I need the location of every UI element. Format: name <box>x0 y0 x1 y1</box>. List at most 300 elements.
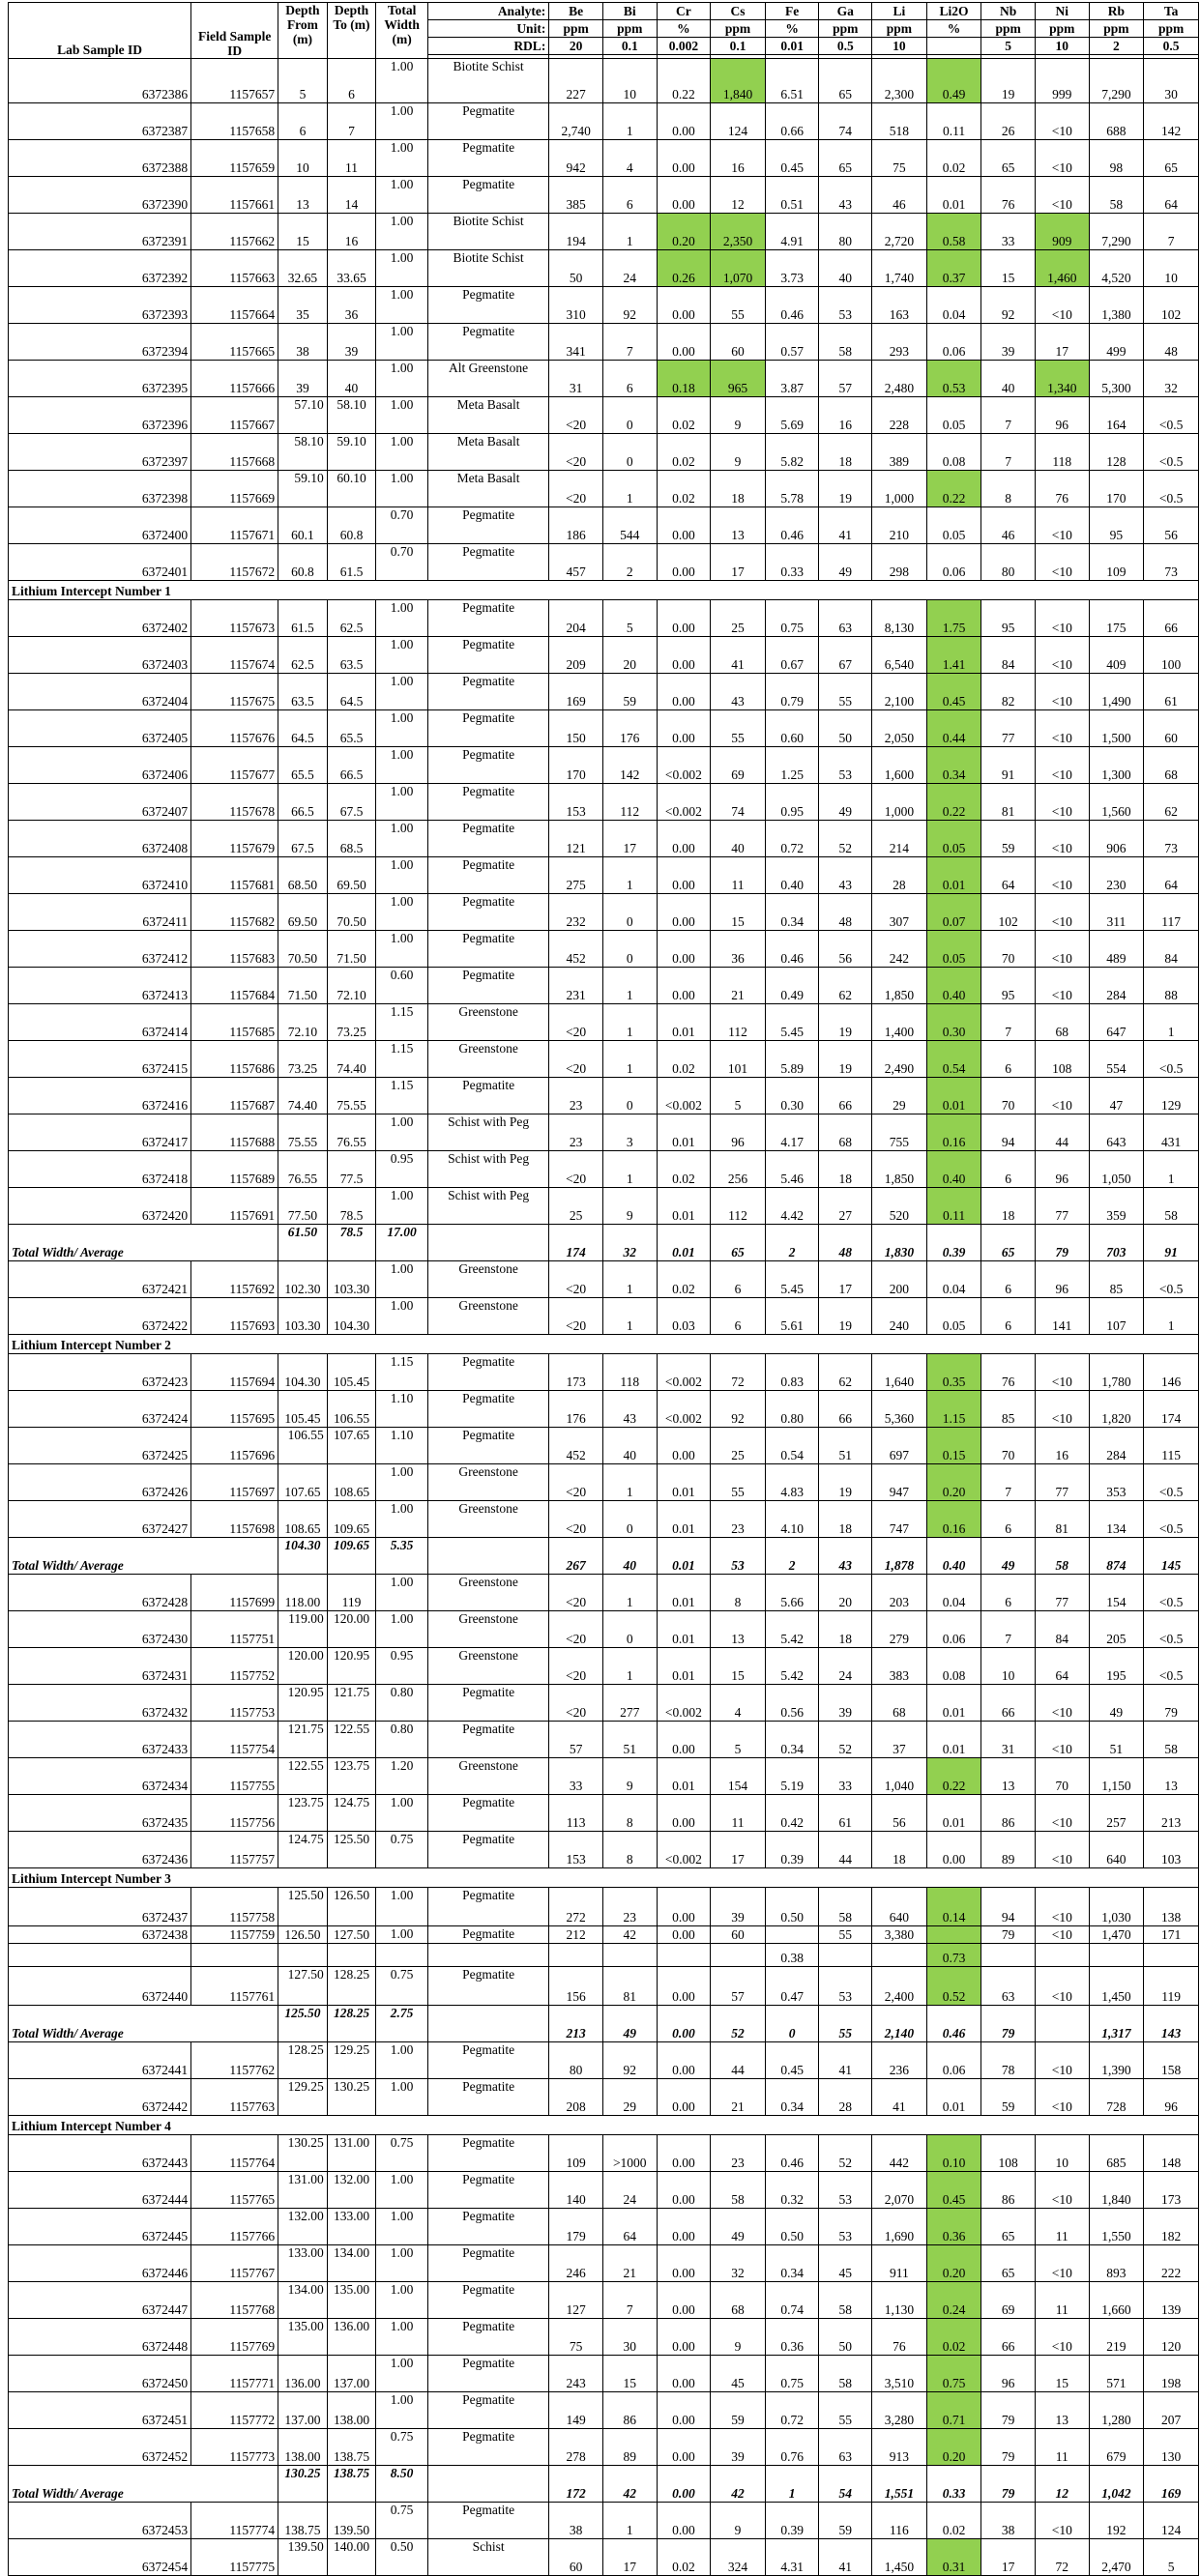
assay-value: 0.00 <box>657 1888 711 1926</box>
field-sample-id: 1157687 <box>191 1078 278 1114</box>
assay-value: 205 <box>1089 1611 1144 1648</box>
lab-sample-id: 6372405 <box>9 710 191 747</box>
lab-sample-id: 6372424 <box>9 1391 191 1428</box>
average-value: 54 <box>819 2466 872 2503</box>
assay-value: 0.26 <box>657 250 711 287</box>
assay-value: 6 <box>981 1501 1036 1538</box>
sample-row <box>9 59 1199 103</box>
rock-type: Pegmatite <box>427 2319 548 2356</box>
assay-value: 9 <box>711 434 766 471</box>
assay-value: 1,690 <box>872 2209 927 2245</box>
assay-value: 0.72 <box>765 821 819 857</box>
total-width: 0.80 <box>376 1685 428 1722</box>
assay-value: 40 <box>981 361 1036 397</box>
assay-value: <20 <box>549 471 603 507</box>
assay-value: 26 <box>981 103 1036 140</box>
assay-value: 10 <box>1035 2135 1089 2172</box>
assay-value: <20 <box>549 1611 603 1648</box>
total-width: 0.95 <box>376 1648 428 1685</box>
assay-value: 76 <box>872 2319 927 2356</box>
assay-value: 307 <box>872 894 927 931</box>
total-width: 1.00 <box>376 2245 428 2282</box>
depth-to: 64.5 <box>327 674 376 710</box>
average-value: 40 <box>602 1538 657 1575</box>
assay-value: 32 <box>1144 361 1199 397</box>
assay-value: 0.16 <box>926 1114 981 1151</box>
header-analyte-label: Analyte: <box>427 3 548 20</box>
assay-value: 284 <box>1089 1428 1144 1464</box>
field-sample-id: 1157753 <box>191 1685 278 1722</box>
assay-value: 0.20 <box>657 214 711 250</box>
total-width: 1.00 <box>376 1611 428 1648</box>
sample-row <box>9 1926 1199 1944</box>
assay-value: 47 <box>1089 1078 1144 1114</box>
assay-value: 0.18 <box>657 361 711 397</box>
total-width: 1.00 <box>376 2392 428 2429</box>
assay-value: 6 <box>981 1298 1036 1335</box>
average-value: 1,317 <box>1089 2006 1144 2042</box>
total-width: 1.00 <box>376 710 428 747</box>
assay-value: 275 <box>549 857 603 894</box>
average-value: 12 <box>1035 2466 1089 2503</box>
average-value: 1,551 <box>872 2466 927 2503</box>
depth-to: 120.00 <box>327 1611 376 1648</box>
assay-value: 57 <box>819 361 872 397</box>
rock-type: Pegmatite <box>427 1354 548 1391</box>
assay-value: 1,550 <box>1089 2209 1144 2245</box>
assay-value: 44 <box>1035 1114 1089 1151</box>
total-width: 1.00 <box>376 361 428 397</box>
sample-row <box>9 1428 1199 1464</box>
depth-to: 132.00 <box>327 2172 376 2209</box>
lab-sample-id: 6372445 <box>9 2209 191 2245</box>
assay-value: 499 <box>1089 324 1144 361</box>
assay-value: 0.08 <box>926 1648 981 1685</box>
assay-value: 0 <box>602 931 657 968</box>
assay-value: 58 <box>819 2282 872 2319</box>
assay-value: 81 <box>1035 1501 1089 1538</box>
assay-value: 236 <box>872 2042 927 2079</box>
assay-value: 0.01 <box>926 1722 981 1758</box>
assay-value: 5.78 <box>765 471 819 507</box>
assay-value: 53 <box>819 2172 872 2209</box>
field-sample-id: 1157691 <box>191 1188 278 1225</box>
assay-value: 23 <box>602 1888 657 1926</box>
field-sample-id: 1157676 <box>191 710 278 747</box>
assay-value: 0.00 <box>657 2319 711 2356</box>
assay-value: 1,390 <box>1089 2042 1144 2079</box>
rock-type: Biotite Schist <box>427 59 548 103</box>
assay-value: 65 <box>819 59 872 103</box>
depth-from: 65.5 <box>278 747 328 784</box>
sample-row <box>9 177 1199 214</box>
assay-value: 66 <box>981 2319 1036 2356</box>
field-sample-id: 1157677 <box>191 747 278 784</box>
assay-value: 518 <box>872 103 927 140</box>
lab-sample-id: 6372448 <box>9 2319 191 2356</box>
rdl-header: 10 <box>872 38 927 55</box>
assay-value: 0.00 <box>657 1926 711 1944</box>
assay-value: <10 <box>1035 1354 1089 1391</box>
assay-value: 0.22 <box>926 784 981 821</box>
assay-value: 52 <box>819 2135 872 2172</box>
assay-value: 109 <box>549 2135 603 2172</box>
sample-row <box>9 1795 1199 1832</box>
rock-type: Pegmatite <box>427 600 548 637</box>
assay-value: 19 <box>819 1464 872 1501</box>
total-depth-to: 109.65 <box>327 1538 376 1575</box>
sample-row <box>9 1261 1199 1298</box>
field-sample-id: 1157682 <box>191 894 278 931</box>
assay-value: 102 <box>981 894 1036 931</box>
lab-sample-id: 6372441 <box>9 2042 191 2079</box>
rdl-header <box>926 38 981 55</box>
assay-value: 154 <box>1089 1575 1144 1611</box>
assay-value: 0.36 <box>765 2319 819 2356</box>
depth-from <box>278 1944 328 1967</box>
average-value: 43 <box>819 1538 872 1575</box>
lab-sample-id: 6372430 <box>9 1611 191 1648</box>
depth-to: 11 <box>327 140 376 177</box>
depth-from: 125.50 <box>278 1888 328 1926</box>
assay-value: 0.45 <box>926 674 981 710</box>
assay-value: 0.02 <box>657 1041 711 1078</box>
assay-value: 11 <box>1035 2209 1089 2245</box>
total-width: 0.75 <box>376 2429 428 2466</box>
lab-sample-id: 6372452 <box>9 2429 191 2466</box>
assay-value: 63 <box>981 1967 1036 2006</box>
rock-type: Schist <box>427 2539 548 2576</box>
assay-value: 0.60 <box>765 710 819 747</box>
assay-value: 53 <box>819 2209 872 2245</box>
assay-value: 153 <box>549 1832 603 1868</box>
lab-sample-id: 6372411 <box>9 894 191 931</box>
assay-value: <20 <box>549 1501 603 1538</box>
lab-sample-id: 6372442 <box>9 2079 191 2116</box>
assay-value: 0.06 <box>926 2042 981 2079</box>
assay-value: 389 <box>872 434 927 471</box>
average-value: 79 <box>1035 1225 1089 1261</box>
assay-value: 40 <box>819 250 872 287</box>
assay-value: 63 <box>819 2429 872 2466</box>
lab-sample-id: 6372413 <box>9 968 191 1004</box>
assay-value: 1,600 <box>872 747 927 784</box>
field-sample-id: 1157658 <box>191 103 278 140</box>
assay-value: 36 <box>711 931 766 968</box>
assay-value <box>711 1944 766 1967</box>
field-sample-id: 1157684 <box>191 968 278 1004</box>
rock-type: Pegmatite <box>427 140 548 177</box>
assay-value: 0.39 <box>765 1832 819 1868</box>
assay-value: 1,450 <box>1089 1967 1144 2006</box>
assay-value: <10 <box>1035 287 1089 324</box>
average-value: 0.00 <box>657 2466 711 2503</box>
assay-value: <10 <box>1035 710 1089 747</box>
assay-value: 139 <box>1144 2282 1199 2319</box>
total-width: 1.00 <box>376 1464 428 1501</box>
field-sample-id: 1157771 <box>191 2356 278 2392</box>
sample-row <box>9 1944 1199 1967</box>
assay-value: 158 <box>1144 2042 1199 2079</box>
assay-value: 0 <box>602 1611 657 1648</box>
depth-from: 57.10 <box>278 397 328 434</box>
assay-value: 0.33 <box>765 544 819 581</box>
assay-value: 0.01 <box>926 1078 981 1114</box>
header-depth-from: Depth From (m) <box>278 3 328 59</box>
assay-value: 1 <box>602 857 657 894</box>
field-sample-id: 1157762 <box>191 2042 278 2079</box>
analyte-header: Li <box>872 3 927 20</box>
assay-value: 1 <box>602 1261 657 1298</box>
assay-value: 1,780 <box>1089 1354 1144 1391</box>
assay-value: 20 <box>819 1575 872 1611</box>
assay-value: 232 <box>549 894 603 931</box>
assay-value: 2,300 <box>872 59 927 103</box>
total-depth-from: 130.25 <box>278 2466 328 2503</box>
assay-value: 64 <box>1144 177 1199 214</box>
assay-value: <10 <box>1035 674 1089 710</box>
analyte-header: Bi <box>602 3 657 20</box>
average-value: 48 <box>819 1225 872 1261</box>
total-width: 1.00 <box>376 471 428 507</box>
assay-value: 24 <box>602 2172 657 2209</box>
assay-value: 1 <box>602 1648 657 1685</box>
lab-sample-id <box>9 1944 191 1967</box>
assay-value: 8 <box>981 471 1036 507</box>
assay-value: 243 <box>549 2356 603 2392</box>
assay-value: 0.06 <box>926 1611 981 1648</box>
assay-value: 0.00 <box>657 2282 711 2319</box>
assay-value: 0.80 <box>765 1391 819 1428</box>
assay-value: 999 <box>1035 59 1089 103</box>
assay-value: 174 <box>1144 1391 1199 1428</box>
assay-value: 0.01 <box>926 1795 981 1832</box>
assay-value: <0.5 <box>1144 1648 1199 1685</box>
assay-value: 64 <box>602 2209 657 2245</box>
total-width: 1.00 <box>376 1888 428 1926</box>
assay-value: 647 <box>1089 1004 1144 1041</box>
assay-value: 0.01 <box>657 1648 711 1685</box>
assay-value: 0.02 <box>657 434 711 471</box>
assay-value: 0.02 <box>657 397 711 434</box>
assay-value: 30 <box>602 2319 657 2356</box>
assay-value: 50 <box>549 250 603 287</box>
average-value: 1,042 <box>1089 2466 1144 2503</box>
assay-value: 48 <box>1144 324 1199 361</box>
lab-sample-id: 6372397 <box>9 434 191 471</box>
analyte-header: Ta <box>1144 3 1199 20</box>
field-sample-id: 1157664 <box>191 287 278 324</box>
total-rock-cell <box>427 2006 548 2042</box>
lab-sample-id: 6372423 <box>9 1354 191 1391</box>
assay-value: 73 <box>1144 544 1199 581</box>
field-sample-id: 1157773 <box>191 2429 278 2466</box>
assay-value: 5.82 <box>765 434 819 471</box>
field-sample-id: 1157751 <box>191 1611 278 1648</box>
depth-from: 75.55 <box>278 1114 328 1151</box>
assay-value: 0.04 <box>926 1261 981 1298</box>
assay-value: 324 <box>711 2539 766 2576</box>
depth-from: 121.75 <box>278 1722 328 1758</box>
assay-value: 1,820 <box>1089 1391 1144 1428</box>
rdl-header: 0.5 <box>1144 38 1199 55</box>
lab-sample-id: 6372434 <box>9 1758 191 1795</box>
depth-to: 124.75 <box>327 1795 376 1832</box>
assay-value <box>819 1944 872 1967</box>
field-sample-id: 1157659 <box>191 140 278 177</box>
assay-value: 0.05 <box>926 1298 981 1335</box>
assay-value: 0.00 <box>926 1832 981 1868</box>
assay-value: 385 <box>549 177 603 214</box>
assay-value: 0.71 <box>926 2392 981 2429</box>
assay-value: 0.45 <box>765 140 819 177</box>
assay-value: 43 <box>819 177 872 214</box>
assay-value: 1,280 <box>1089 2392 1144 2429</box>
assay-value: 2,070 <box>872 2172 927 2209</box>
assay-value: <20 <box>549 1464 603 1501</box>
total-width: 0.70 <box>376 507 428 544</box>
assay-value: 1,470 <box>1089 1926 1144 1944</box>
assay-value: 10 <box>1144 250 1199 287</box>
total-width: 1.00 <box>376 2209 428 2245</box>
depth-to: 77.5 <box>327 1151 376 1188</box>
assay-value: 118 <box>602 1354 657 1391</box>
assay-value: 5.66 <box>765 1575 819 1611</box>
assay-value: 0.49 <box>765 968 819 1004</box>
assay-value: 0.22 <box>926 1758 981 1795</box>
assay-value: 0.01 <box>657 1114 711 1151</box>
assay-value: 0.34 <box>926 747 981 784</box>
assay-value: 96 <box>711 1114 766 1151</box>
lab-sample-id: 6372404 <box>9 674 191 710</box>
total-depth-from: 61.50 <box>278 1225 328 1261</box>
assay-value: <10 <box>1035 507 1089 544</box>
average-value: 0.40 <box>926 1538 981 1575</box>
lab-sample-id: 6372393 <box>9 287 191 324</box>
assay-value: 17 <box>711 1832 766 1868</box>
assay-value: <10 <box>1035 747 1089 784</box>
depth-from: 139.50 <box>278 2539 328 2576</box>
assay-value: 219 <box>1089 2319 1144 2356</box>
assay-value: 0.76 <box>765 2429 819 2466</box>
field-sample-id: 1157697 <box>191 1464 278 1501</box>
assay-value: 0.67 <box>765 637 819 674</box>
assay-value: 0.95 <box>765 784 819 821</box>
assay-value: 84 <box>981 637 1036 674</box>
section-header-row <box>9 1335 1199 1354</box>
assay-value: 29 <box>602 2079 657 2116</box>
assay-value: <10 <box>1035 600 1089 637</box>
assay-value: 0.00 <box>657 968 711 1004</box>
assay-value: 65 <box>819 140 872 177</box>
assay-value: 279 <box>872 1611 927 1648</box>
rock-type: Greenstone <box>427 1501 548 1538</box>
assay-value: 0.66 <box>765 103 819 140</box>
rdl-header: 0.01 <box>765 38 819 55</box>
assay-value: 55 <box>819 1926 872 1944</box>
assay-value: 0.30 <box>926 1004 981 1041</box>
assay-value: 51 <box>602 1722 657 1758</box>
assay-value: 43 <box>819 857 872 894</box>
assay-value: 1 <box>602 1575 657 1611</box>
assay-value: 1,040 <box>872 1758 927 1795</box>
sample-row <box>9 1078 1199 1114</box>
assay-value: 0.00 <box>657 1967 711 2006</box>
assay-value: 129 <box>1144 1078 1199 1114</box>
assay-value: 0.00 <box>657 710 711 747</box>
assay-value: 0.73 <box>926 1944 981 1967</box>
field-sample-id: 1157686 <box>191 1041 278 1078</box>
assay-value: 59 <box>602 674 657 710</box>
rock-type: Pegmatite <box>427 1832 548 1868</box>
total-label: Total Width/ Average <box>9 1225 278 1261</box>
assay-value: 51 <box>819 1428 872 1464</box>
average-value: 79 <box>981 2466 1036 2503</box>
depth-from: 137.00 <box>278 2392 328 2429</box>
assay-value: 2,480 <box>872 361 927 397</box>
assay-value: 75 <box>872 140 927 177</box>
assay-value: 17 <box>981 2539 1036 2576</box>
assay-value: 0.58 <box>926 214 981 250</box>
average-value: 874 <box>1089 1538 1144 1575</box>
depth-from: 119.00 <box>278 1611 328 1648</box>
assay-value: 56 <box>872 1795 927 1832</box>
total-rock-cell <box>427 2466 548 2503</box>
assay-value: 0.51 <box>765 177 819 214</box>
field-sample-id: 1157657 <box>191 59 278 103</box>
total-width: 0.50 <box>376 2539 428 2576</box>
depth-from: 76.55 <box>278 1151 328 1188</box>
rock-type: Pegmatite <box>427 1795 548 1832</box>
assay-value: 1 <box>1144 1004 1199 1041</box>
assay-value: 95 <box>981 968 1036 1004</box>
assay-value: 1,380 <box>1089 287 1144 324</box>
total-width: 1.15 <box>376 1004 428 1041</box>
field-sample-id: 1157693 <box>191 1298 278 1335</box>
depth-to <box>327 1944 376 1967</box>
assay-value: 0.00 <box>657 2172 711 2209</box>
sample-row <box>9 507 1199 544</box>
depth-to: 70.50 <box>327 894 376 931</box>
assay-value: 0.05 <box>926 931 981 968</box>
analyte-header: Cr <box>657 3 711 20</box>
assay-value: 240 <box>872 1298 927 1335</box>
assay-value: <0.5 <box>1144 397 1199 434</box>
sample-row <box>9 784 1199 821</box>
assay-value: 11 <box>1035 2282 1089 2319</box>
depth-to: 103.30 <box>327 1261 376 1298</box>
assay-value: 19 <box>819 1298 872 1335</box>
field-sample-id: 1157671 <box>191 507 278 544</box>
assay-value: 88 <box>1144 968 1199 1004</box>
assay-value: 16 <box>711 140 766 177</box>
assay-value: 149 <box>549 2392 603 2429</box>
assay-value: 0.47 <box>765 1967 819 2006</box>
assay-value: 0.00 <box>657 324 711 361</box>
depth-to: 63.5 <box>327 637 376 674</box>
sample-row <box>9 287 1199 324</box>
lab-sample-id: 6372437 <box>9 1888 191 1926</box>
sample-row <box>9 1004 1199 1041</box>
lab-sample-id: 6372386 <box>9 59 191 103</box>
assay-value: <0.002 <box>657 784 711 821</box>
assay-value: 5 <box>711 1722 766 1758</box>
assay-value: 3.73 <box>765 250 819 287</box>
assay-value: 15 <box>711 1648 766 1685</box>
total-label: Total Width/ Average <box>9 2466 278 2503</box>
assay-value: 173 <box>549 1354 603 1391</box>
depth-to: 130.25 <box>327 2079 376 2116</box>
